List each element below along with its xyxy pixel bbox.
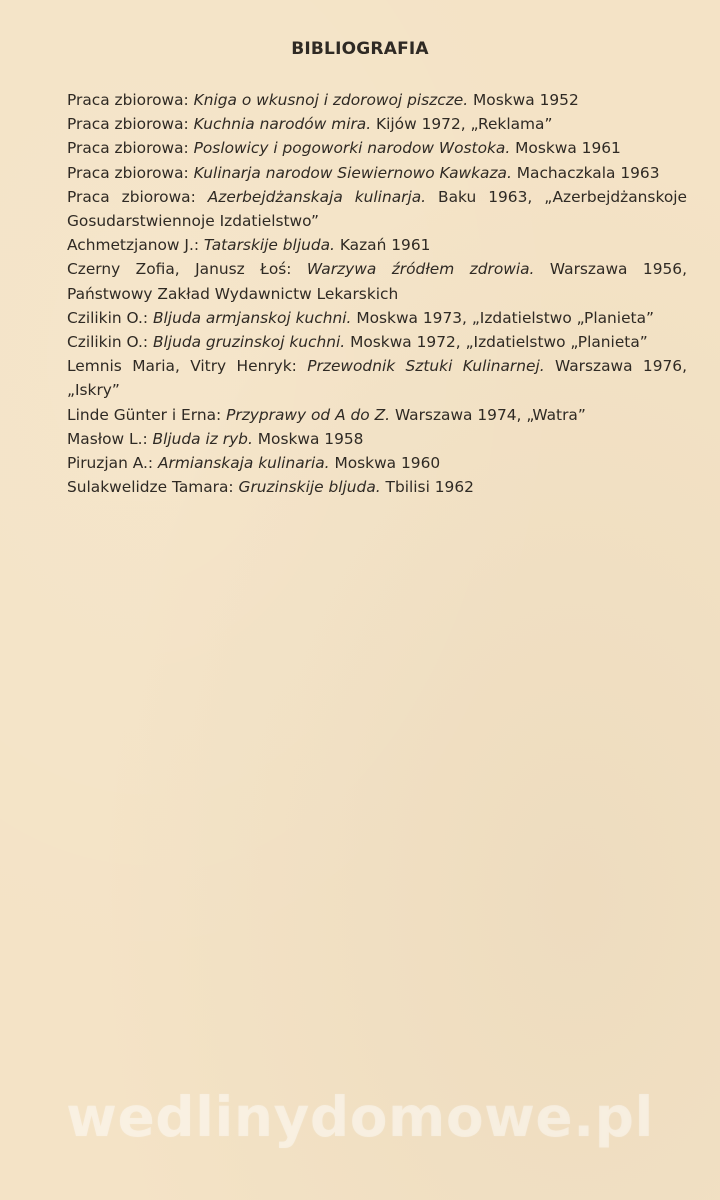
entry-title: Kulinarja narodow Siewiernowo Kawkaza.: [193, 163, 512, 182]
entry-title: Przyprawy od A do Z.: [226, 405, 391, 424]
entry-publication: Kijów 1972, „Reklama”: [371, 115, 553, 134]
entry-publication: Warszawa 1956, Państwowy Zakład Wydawnictw Lekarskich: [67, 260, 687, 303]
bibliography-entry: [67, 475, 687, 499]
bibliography-entry: [67, 330, 687, 354]
bibliography-entry: [67, 161, 687, 185]
entry-author: Linde Günter i Erna:: [67, 405, 227, 424]
entry-author: Masłow L.:: [67, 429, 153, 448]
entry-publication: Machaczkala 1963: [511, 163, 660, 182]
entry-publication: Baku 1963, „Azerbejdżanskoje Gosudarstwiennoje Izdatielstwo”: [67, 187, 687, 231]
entry-publication: Warszawa 1974, „Watra”: [390, 405, 586, 424]
entry-author: Praca zbiorowa:: [67, 163, 194, 182]
entry-author: Czilikin O.:: [67, 333, 153, 352]
entry-title: Azerbejdżanskaja kulinarja.: [207, 187, 427, 206]
entry-publication: Moskwa 1958: [252, 429, 364, 448]
bibliography-entry: [67, 257, 687, 305]
entry-publication: Moskwa 1973, „Izdatielstwo „Planieta”: [351, 308, 654, 327]
entry-author: Czerny Zofia, Janusz Łoś:: [67, 260, 307, 279]
bibliography-entry: [67, 306, 687, 330]
bibliography-entry: [67, 354, 687, 402]
entry-title: Warzywa źródłem zdrowia.: [306, 260, 535, 279]
entry-title: Kuchnia narodów mira.: [193, 115, 372, 134]
entry-author: Sulakwelidze Tamara:: [67, 478, 239, 497]
entry-author: Czilikin O.:: [67, 308, 153, 327]
entry-title: Poslowicy i pogoworki narodow Wostoka.: [193, 139, 511, 158]
entry-publication: Moskwa 1961: [510, 139, 621, 158]
entry-title: Kniga o wkusnoj i zdorowoj piszcze.: [193, 91, 469, 109]
page-title: BIBLIOGRAFIA: [291, 39, 429, 59]
bibliography-entry: [67, 451, 687, 475]
entry-publication: Tbilisi 1962: [380, 478, 474, 497]
bibliography-entry: [67, 112, 687, 136]
entry-title: Gruzinskije bljuda.: [238, 478, 381, 497]
entry-author: Piruzjan A.:: [67, 454, 158, 473]
entry-publication: Moskwa 1952: [468, 91, 579, 109]
entry-publication: Moskwa 1972, „Izdatielstwo „Planieta”: [345, 333, 648, 352]
entry-publication: Moskwa 1960: [329, 454, 441, 473]
entry-author: Lemnis Maria, Vitry Henryk:: [67, 357, 308, 376]
entry-author: Praca zbiorowa:: [67, 115, 194, 134]
entry-title: Bljuda gruzinskoj kuchni.: [152, 333, 346, 352]
bibliography-entry: [67, 88, 687, 112]
entry-author: Achmetzjanow J.:: [67, 236, 204, 255]
bibliography-list: [67, 88, 687, 499]
bibliography-entry: [67, 427, 687, 451]
bibliography-entry: [67, 185, 687, 233]
entry-author: Praca zbiorowa:: [67, 187, 208, 206]
entry-title: Przewodnik Sztuki Kulinarnej.: [307, 357, 545, 376]
entry-author: Praca zbiorowa:: [67, 91, 194, 109]
entry-title: Bljuda armjanskoj kuchni.: [152, 308, 352, 327]
entry-title: Tatarskije bljuda.: [203, 236, 335, 255]
entry-author: Praca zbiorowa:: [67, 139, 194, 158]
watermark-text: wedlinydomowe.pl: [66, 1085, 654, 1149]
entry-title: Armianskaja kulinaria.: [157, 454, 330, 473]
bibliography-entry: [67, 136, 687, 160]
entry-title: Bljuda iz ryb.: [152, 429, 253, 448]
entry-publication: Warszawa 1976, „Iskry”: [67, 357, 687, 400]
entry-publication: Kazań 1961: [334, 236, 431, 255]
bibliography-entry: [67, 403, 687, 427]
bibliography-entry: [67, 233, 687, 257]
